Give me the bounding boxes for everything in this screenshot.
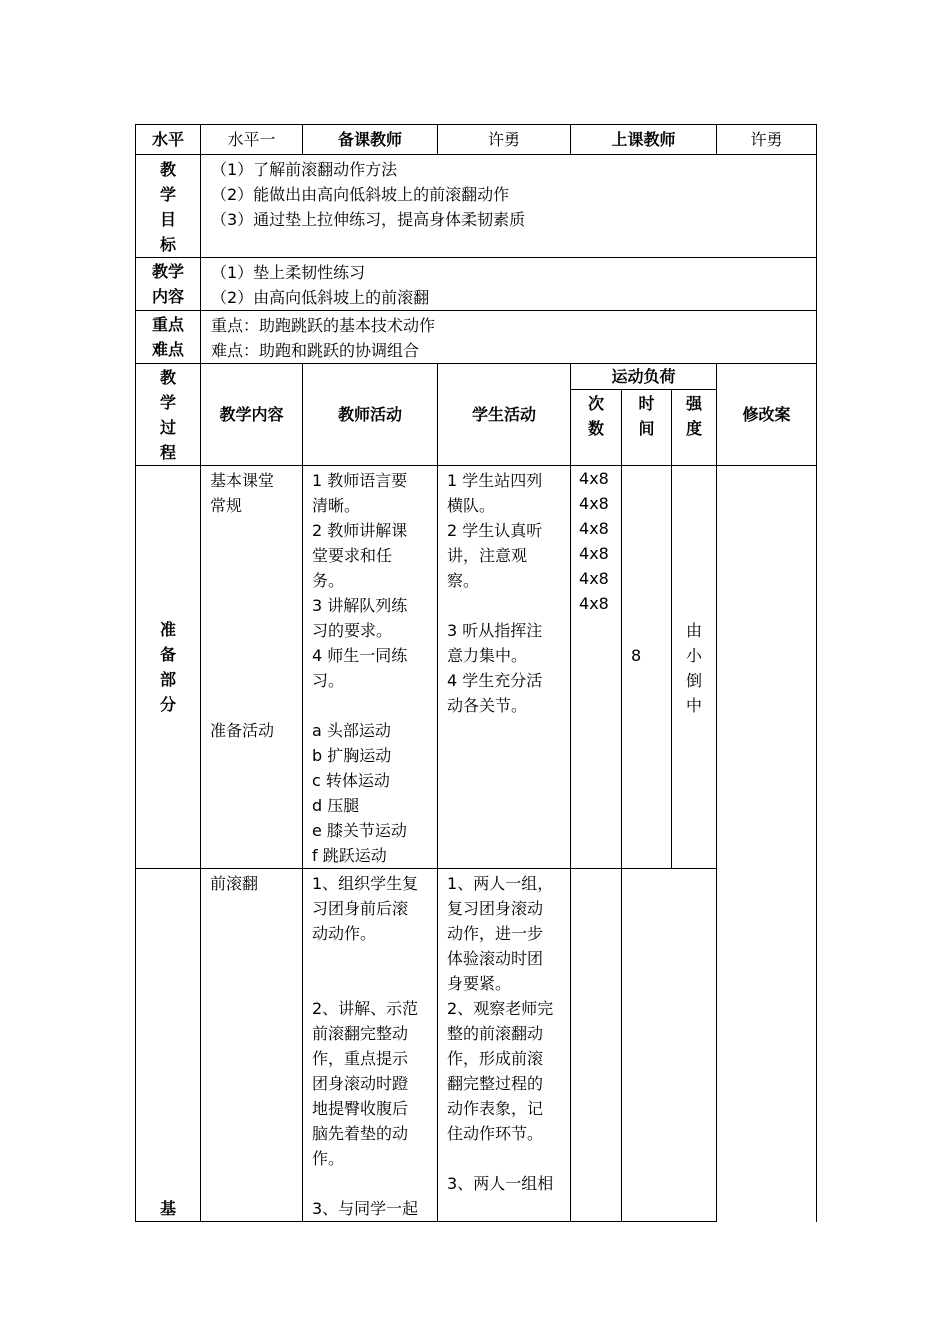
- count-value: 4x8: [579, 594, 609, 613]
- prep-teacher-label: 备课教师: [303, 125, 438, 155]
- count-value: 4x8: [579, 494, 609, 513]
- prep-time: 8: [622, 466, 672, 869]
- warmup-item: a 头部运动: [312, 721, 391, 740]
- warmup-item: b 扩胸运动: [312, 746, 392, 765]
- basic-student-activity: 1、两人一组， 复习团身滚动 动作，进一步 体验滚动时团 身要紧。 2、观察老师完 整的前滚翻动 作，形成前滚 翻完整过程的 动作表象，记 住动作环节。 3、两人一组相: [438, 869, 571, 1222]
- basic-teacher-activity: 1、组织学生复 习团身前后滚 动动作。 2、讲解、示范 前滚翻完整动 作，重点提示 团身滚动时蹬 地提臀收腹后 脑先着垫的动 作。 3、与同学一起: [303, 869, 438, 1222]
- revision-header: 修改案: [717, 364, 817, 466]
- key-points-items: [201, 311, 817, 364]
- process-header-row-1: [136, 364, 817, 390]
- basic-count: [571, 869, 622, 1222]
- objective-item: （2）能做出由高向低斜坡上的前滚翻动作: [211, 185, 510, 204]
- prep-section-label: 准 备 部 分: [136, 466, 201, 869]
- prep-content: 基本课堂 常规 准备活动: [201, 466, 303, 869]
- key-points-label: 重点 难点: [136, 311, 201, 364]
- key-point-item: 重点：助跑跳跃的基本技术动作: [211, 316, 436, 335]
- content-item: （2）由高向低斜坡上的前滚翻: [211, 288, 430, 307]
- count-value: 4x8: [579, 469, 609, 488]
- content-items: [201, 258, 817, 311]
- load-group-header: 运动负荷: [571, 364, 717, 390]
- objective-item: （1）了解前滚翻动作方法: [211, 160, 398, 179]
- content-row: [136, 258, 817, 311]
- prep-count: [571, 466, 622, 869]
- teaching-content-header: 教学内容: [201, 364, 303, 466]
- warmup-item: e 膝关节运动: [312, 821, 407, 840]
- basic-time-intensity: [622, 869, 717, 1222]
- count-header: 次 数: [571, 390, 622, 466]
- class-teacher-value: 许勇: [717, 125, 817, 155]
- student-activity-header: 学生活动: [438, 364, 571, 466]
- prep-student-activity: 1 学生站四列 横队。 2 学生认真听 讲，注意观 察。 3 听从指挥注 意力集中。 4 学生充分活 动各关节。: [438, 466, 571, 869]
- content-item: （1）垫上柔韧性练习: [211, 263, 366, 282]
- level-label: 水平: [136, 125, 201, 155]
- basic-content: 前滚翻: [201, 869, 303, 1222]
- key-points-row: [136, 311, 817, 364]
- key-point-item: 难点：助跑和跳跃的协调组合: [211, 341, 420, 360]
- objective-item: （3）通过垫上拉伸练习，提高身体柔韧素质: [211, 210, 526, 229]
- basic-section-label: 基: [136, 869, 201, 1222]
- count-value: 4x8: [579, 569, 609, 588]
- prep-section-row: [136, 466, 817, 869]
- content-label: 教学 内容: [136, 258, 201, 311]
- warmup-label: 准备活动: [210, 721, 275, 740]
- intensity-header: 强 度: [672, 390, 717, 466]
- process-label: 教 学 过 程: [136, 364, 201, 466]
- objectives-content: [201, 155, 817, 258]
- warmup-item: c 转体运动: [312, 771, 390, 790]
- level-value: 水平一: [201, 125, 303, 155]
- count-value: 4x8: [579, 544, 609, 563]
- teacher-activity-header: 教师活动: [303, 364, 438, 466]
- prep-teacher-value: 许勇: [438, 125, 571, 155]
- lesson-plan-table: [135, 124, 817, 1222]
- objectives-row: [136, 155, 817, 258]
- objectives-label: 教 学 目 标: [136, 155, 201, 258]
- prep-intensity: 由 小 倒 中: [672, 466, 717, 869]
- count-value: 4x8: [579, 519, 609, 538]
- basic-section-row: [136, 869, 817, 1222]
- warmup-item: f 跳跃运动: [312, 846, 387, 865]
- prep-teacher-activity: 1 教师语言要 清晰。 2 教师讲解课 堂要求和任 务。 3 讲解队列练 习的要求。 4 师生一同练 习。 a 头部运动 b 扩胸运动 c 转体运动 d 压腿 e 膝关节运动 f 跳跃运动: [303, 466, 438, 869]
- time-header: 时 间: [622, 390, 672, 466]
- warmup-item: d 压腿: [312, 796, 360, 815]
- revision-cell: [717, 466, 817, 1222]
- header-row: [136, 125, 817, 155]
- class-teacher-label: 上课教师: [571, 125, 717, 155]
